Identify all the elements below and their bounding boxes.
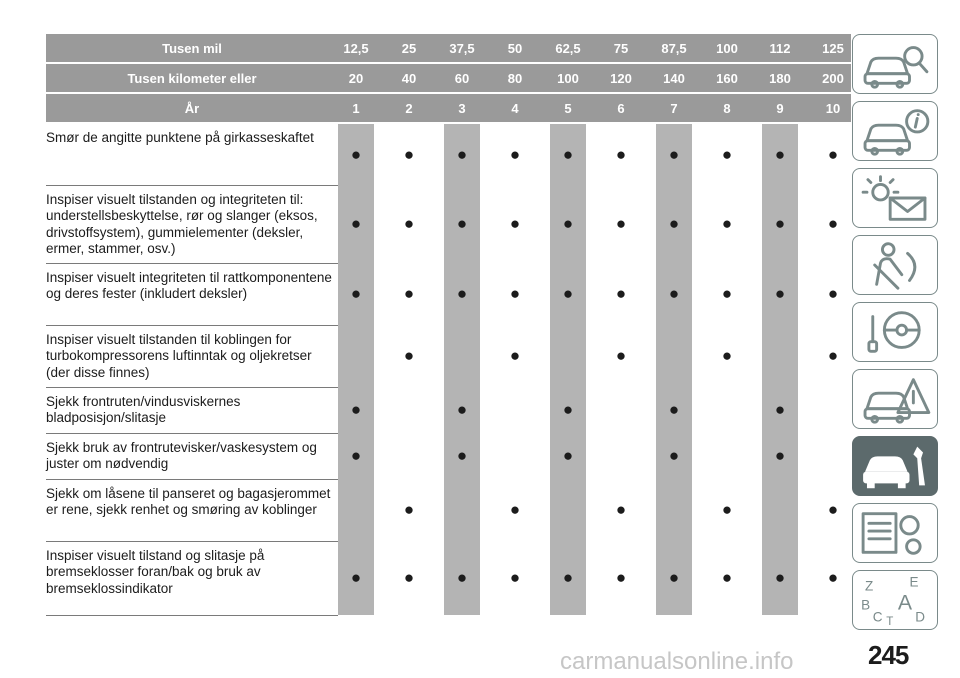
scheduled-mark: ● <box>350 446 362 465</box>
car-info-icon <box>853 102 937 160</box>
schedule-cell <box>709 185 745 263</box>
maintenance-schedule-table <box>46 34 851 616</box>
schedule-cell <box>444 123 480 185</box>
schedule-cell <box>709 123 745 185</box>
schedule-cell <box>762 387 798 433</box>
schedule-cell <box>391 123 427 185</box>
schedule-cell <box>603 325 639 387</box>
chapter-tab[interactable] <box>852 436 938 496</box>
table-row <box>46 433 851 479</box>
scheduled-mark: ● <box>827 346 839 365</box>
table-row <box>46 479 851 541</box>
scheduled-mark: ● <box>562 446 574 465</box>
scheduled-mark: ● <box>562 284 574 303</box>
schedule-cell <box>444 263 480 325</box>
scheduled-mark: ● <box>403 214 415 233</box>
schedule-cell <box>656 263 692 325</box>
schedule-cell <box>444 387 480 433</box>
header-value: 8 <box>709 93 745 123</box>
scheduled-mark: ● <box>668 400 680 419</box>
car-search-icon <box>853 35 937 93</box>
schedule-cell <box>497 263 533 325</box>
chapter-tab[interactable] <box>852 570 938 630</box>
schedule-cell <box>338 263 374 325</box>
scheduled-mark: ● <box>615 144 627 164</box>
schedule-cell <box>762 479 798 541</box>
car-maintenance-icon <box>853 437 937 495</box>
scheduled-mark: ● <box>509 346 521 365</box>
scheduled-mark: ● <box>403 346 415 365</box>
header-value: 6 <box>603 93 639 123</box>
schedule-cell <box>338 325 374 387</box>
task-description: Sjekk frontruten/vindusviskernes bladposisjon/slitasje <box>46 387 338 433</box>
watermark: carmanualsonline.info <box>560 648 794 675</box>
scheduled-mark: ● <box>562 214 574 233</box>
schedule-cell <box>497 123 533 185</box>
scheduled-mark: ● <box>456 214 468 233</box>
scheduled-mark: ● <box>668 214 680 233</box>
emergency-icon <box>853 370 937 428</box>
schedule-cell <box>391 541 427 615</box>
scheduled-mark: ● <box>721 214 733 233</box>
header-label: År <box>46 93 338 123</box>
scheduled-mark: ● <box>615 568 627 587</box>
scheduled-mark: ● <box>562 144 574 164</box>
scheduled-mark: ● <box>615 284 627 303</box>
schedule-cell <box>391 325 427 387</box>
scheduled-mark: ● <box>827 284 839 303</box>
scheduled-mark: ● <box>456 284 468 303</box>
schedule-cell <box>338 387 374 433</box>
header-value: 160 <box>709 63 745 93</box>
schedule-cell <box>709 479 745 541</box>
schedule-cell <box>603 479 639 541</box>
schedule-cell <box>815 325 851 387</box>
schedule-cell <box>709 541 745 615</box>
schedule-cell <box>550 479 586 541</box>
header-value: 120 <box>603 63 639 93</box>
task-description: Inspiser visuelt tilstanden til koblingen for turbokompressorens luftinntak og oljekretser (der disse finnes) <box>46 325 338 387</box>
page-number: 245 <box>868 640 909 670</box>
safety-airbag-icon <box>853 236 937 294</box>
schedule-cell <box>550 123 586 185</box>
header-value: 9 <box>762 93 798 123</box>
header-value: 62,5 <box>550 34 586 63</box>
scheduled-mark: ● <box>509 214 521 233</box>
scheduled-mark: ● <box>774 144 786 164</box>
schedule-cell <box>391 263 427 325</box>
header-row <box>46 63 851 93</box>
schedule-cell <box>550 263 586 325</box>
scheduled-mark: ● <box>721 284 733 303</box>
scheduled-mark: ● <box>350 144 362 164</box>
schedule-cell <box>391 185 427 263</box>
header-value: 50 <box>497 34 533 63</box>
scheduled-mark: ● <box>403 568 415 587</box>
schedule-cell <box>656 123 692 185</box>
schedule-cell <box>603 263 639 325</box>
svg-text:E: E <box>909 574 919 590</box>
schedule-cell <box>444 541 480 615</box>
schedule-cell <box>338 185 374 263</box>
header-value: 10 <box>815 93 851 123</box>
schedule-cell <box>815 387 851 433</box>
schedule-cell <box>603 185 639 263</box>
task-description: Sjekk om låsene til panseret og bagasjerommet er rene, sjekk renhet og smøring av koblinger <box>46 479 338 541</box>
svg-text:B: B <box>861 597 871 613</box>
schedule-cell <box>656 387 692 433</box>
schedule-cell <box>497 479 533 541</box>
table-row <box>46 541 851 615</box>
scheduled-mark: ● <box>774 400 786 419</box>
schedule-cell <box>338 123 374 185</box>
header-value: 4 <box>497 93 533 123</box>
schedule-cell <box>338 433 374 479</box>
header-value: 2 <box>391 93 427 123</box>
schedule-cell <box>762 433 798 479</box>
header-value: 200 <box>815 63 851 93</box>
header-value: 80 <box>497 63 533 93</box>
table-row <box>46 123 851 185</box>
scheduled-mark: ● <box>456 446 468 465</box>
task-description: Inspiser visuelt tilstand og slitasje på bremseklosser foran/bak og bruk av bremseklossindikator <box>46 541 338 615</box>
chapter-tab[interactable] <box>852 34 938 94</box>
scheduled-mark: ● <box>509 144 521 164</box>
schedule-cell <box>603 123 639 185</box>
schedule-cell <box>444 185 480 263</box>
header-row <box>46 93 851 123</box>
schedule-cell <box>497 325 533 387</box>
scheduled-mark: ● <box>615 500 627 519</box>
scheduled-mark: ● <box>350 284 362 303</box>
schedule-cell <box>709 433 745 479</box>
scheduled-mark: ● <box>774 214 786 233</box>
scheduled-mark: ● <box>721 500 733 519</box>
scheduled-mark: ● <box>668 568 680 587</box>
schedule-cell <box>444 479 480 541</box>
scheduled-mark: ● <box>827 214 839 233</box>
schedule-cell <box>656 325 692 387</box>
task-description: Sjekk bruk av frontrutevisker/vaskesystem og juster om nødvendig <box>46 433 338 479</box>
schedule-cell <box>656 185 692 263</box>
task-description: Smør de angitte punktene på girkasseskaftet <box>46 123 338 185</box>
schedule-cell <box>391 433 427 479</box>
header-value: 20 <box>338 63 374 93</box>
schedule-cell <box>709 325 745 387</box>
scheduled-mark: ● <box>668 284 680 303</box>
schedule-cell <box>550 541 586 615</box>
schedule-cell <box>762 123 798 185</box>
scheduled-mark: ● <box>456 144 468 164</box>
scheduled-mark: ● <box>562 568 574 587</box>
scheduled-mark: ● <box>509 568 521 587</box>
chapter-tab[interactable] <box>852 101 938 161</box>
chapter-tab[interactable] <box>852 503 938 563</box>
scheduled-mark: ● <box>668 446 680 465</box>
index-letters-icon <box>853 571 937 629</box>
header-value: 180 <box>762 63 798 93</box>
header-value: 100 <box>550 63 586 93</box>
header-value: 3 <box>444 93 480 123</box>
header-value: 112 <box>762 34 798 63</box>
steering-start-icon <box>853 303 937 361</box>
chapter-tab[interactable] <box>852 369 938 429</box>
header-value: 37,5 <box>444 34 480 63</box>
schedule-cell <box>762 541 798 615</box>
schedule-cell <box>391 387 427 433</box>
schedule-cell <box>762 185 798 263</box>
schedule-cell <box>815 123 851 185</box>
warning-lights-icon <box>853 169 937 227</box>
schedule-cell <box>815 263 851 325</box>
svg-text:D: D <box>915 609 926 625</box>
schedule-cell <box>656 541 692 615</box>
scheduled-mark: ● <box>403 144 415 164</box>
scheduled-mark: ● <box>827 500 839 519</box>
schedule-cell <box>762 263 798 325</box>
chapter-tab[interactable] <box>852 302 938 362</box>
scheduled-mark: ● <box>774 568 786 587</box>
schedule-cell <box>550 325 586 387</box>
scheduled-mark: ● <box>827 144 839 164</box>
schedule-cell <box>815 479 851 541</box>
svg-text:C: C <box>872 609 883 625</box>
schedule-cell <box>550 433 586 479</box>
scheduled-mark: ● <box>827 568 839 587</box>
schedule-cell <box>709 387 745 433</box>
header-row <box>46 34 851 63</box>
schedule-cell <box>497 387 533 433</box>
schedule-cell <box>815 185 851 263</box>
scheduled-mark: ● <box>350 400 362 419</box>
header-value: 25 <box>391 34 427 63</box>
scheduled-mark: ● <box>403 284 415 303</box>
header-value: 100 <box>709 34 745 63</box>
header-label: Tusen kilometer eller <box>46 63 338 93</box>
scheduled-mark: ● <box>350 214 362 233</box>
schedule-cell <box>497 185 533 263</box>
header-label: Tusen mil <box>46 34 338 63</box>
schedule-cell <box>338 479 374 541</box>
scheduled-mark: ● <box>456 568 468 587</box>
schedule-cell <box>444 433 480 479</box>
header-value: 12,5 <box>338 34 374 63</box>
svg-text:A: A <box>897 590 913 615</box>
schedule-cell <box>391 479 427 541</box>
schedule-cell <box>497 433 533 479</box>
header-value: 5 <box>550 93 586 123</box>
scheduled-mark: ● <box>562 400 574 419</box>
header-value: 125 <box>815 34 851 63</box>
schedule-cell <box>762 325 798 387</box>
schedule-cell <box>550 387 586 433</box>
schedule-cell <box>815 433 851 479</box>
svg-text:T: T <box>886 615 894 629</box>
schedule-cell <box>815 541 851 615</box>
chapter-tab[interactable] <box>852 235 938 295</box>
schedule-cell <box>709 263 745 325</box>
schedule-cell <box>656 479 692 541</box>
scheduled-mark: ● <box>615 346 627 365</box>
header-value: 140 <box>656 63 692 93</box>
table-row <box>46 387 851 433</box>
table-row <box>46 263 851 325</box>
task-description: Inspiser visuelt integriteten til rattkomponentene og deres fester (inkludert deksler) <box>46 263 338 325</box>
scheduled-mark: ● <box>509 284 521 303</box>
scheduled-mark: ● <box>721 568 733 587</box>
chapter-tab[interactable] <box>852 168 938 228</box>
scheduled-mark: ● <box>403 500 415 519</box>
header-value: 40 <box>391 63 427 93</box>
scheduled-mark: ● <box>456 400 468 419</box>
scheduled-mark: ● <box>615 214 627 233</box>
scheduled-mark: ● <box>721 144 733 164</box>
header-value: 7 <box>656 93 692 123</box>
schedule-cell <box>550 185 586 263</box>
schedule-cell <box>338 541 374 615</box>
technical-data-icon <box>853 504 937 562</box>
schedule-cell <box>603 541 639 615</box>
svg-text:Z: Z <box>865 578 874 594</box>
table-row <box>46 325 851 387</box>
header-value: 1 <box>338 93 374 123</box>
scheduled-mark: ● <box>668 144 680 164</box>
schedule-cell <box>444 325 480 387</box>
schedule-cell <box>603 433 639 479</box>
scheduled-mark: ● <box>350 568 362 587</box>
schedule-cell <box>497 541 533 615</box>
header-value: 75 <box>603 34 639 63</box>
header-value: 60 <box>444 63 480 93</box>
scheduled-mark: ● <box>509 500 521 519</box>
schedule-cell <box>656 433 692 479</box>
table-row <box>46 185 851 263</box>
schedule-cell <box>603 387 639 433</box>
scheduled-mark: ● <box>774 446 786 465</box>
scheduled-mark: ● <box>774 284 786 303</box>
task-description: Inspiser visuelt tilstanden og integriteten til: understellsbeskyttelse, rør og slanger (eksos, drivstoffsystem), gummielementer (deksler, ermer, stammer, osv.) <box>46 185 338 263</box>
scheduled-mark: ● <box>721 346 733 365</box>
header-value: 87,5 <box>656 34 692 63</box>
